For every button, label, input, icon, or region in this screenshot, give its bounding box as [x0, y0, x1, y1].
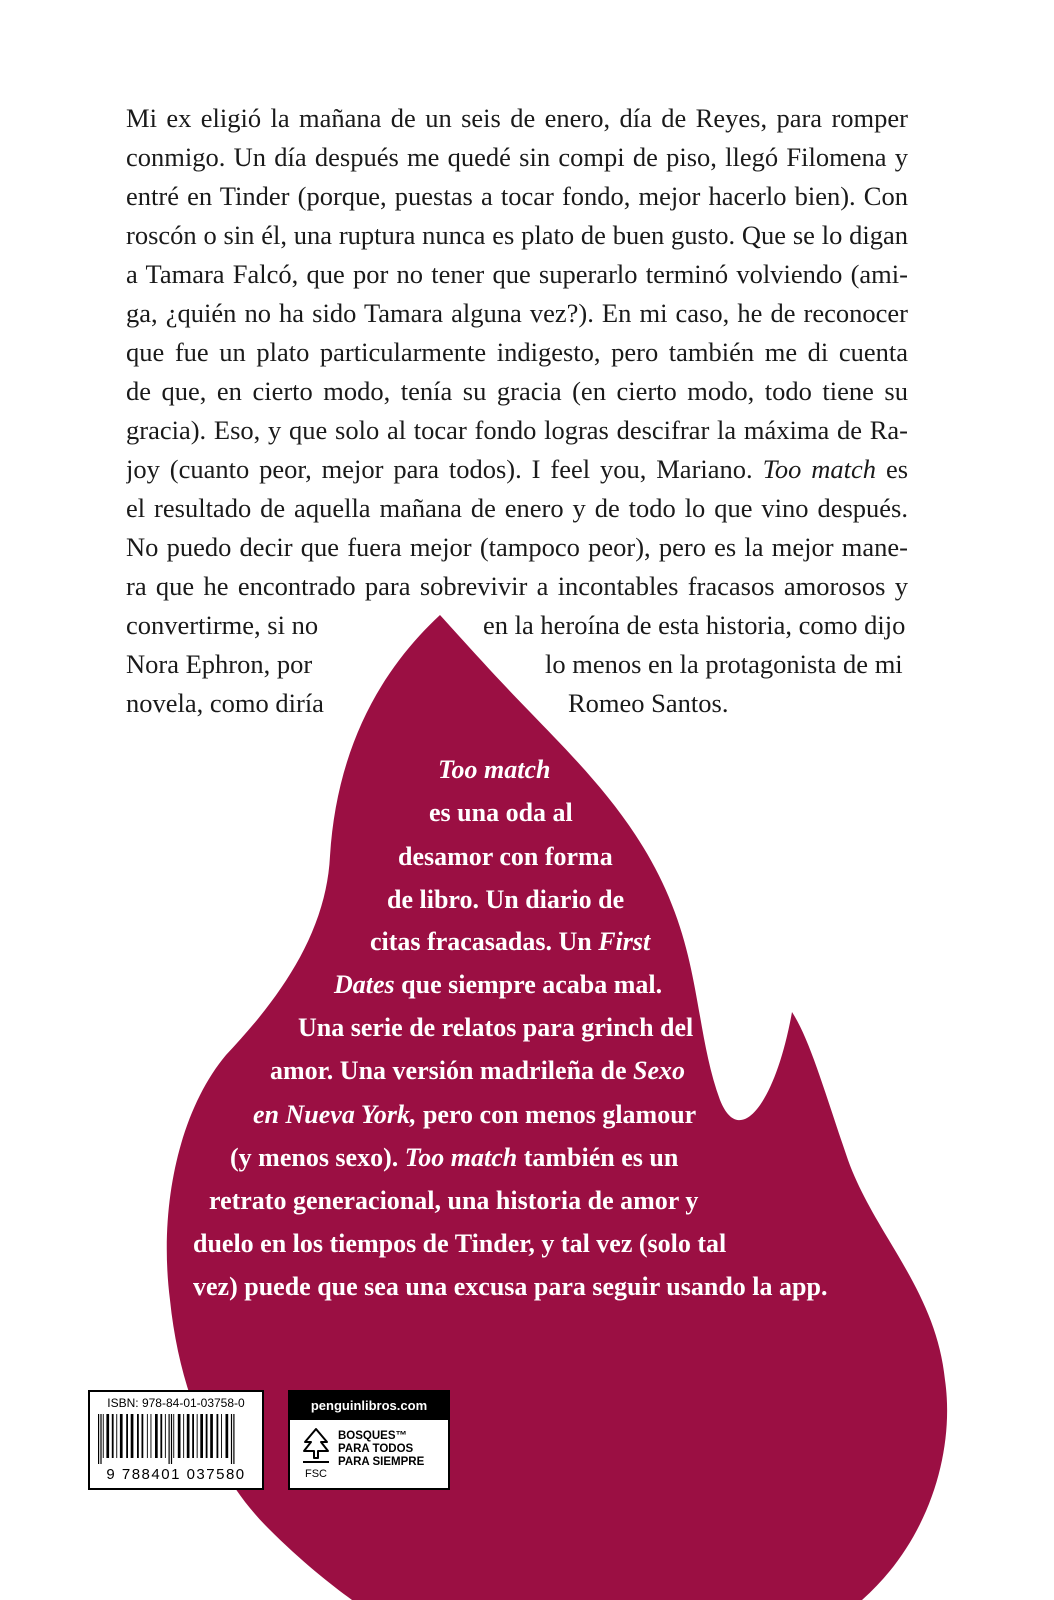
barcode-bar — [147, 1414, 148, 1458]
flame-text-line — [438, 751, 550, 789]
show-title-italic: en Nueva York, — [253, 1100, 417, 1129]
paragraph-line: No puedo decir que fuera mejor (tampoco peor), pero es la mejor mane- — [126, 532, 908, 562]
barcode-bar — [173, 1414, 174, 1458]
barcode-bar — [183, 1414, 184, 1458]
barcode-bar — [137, 1414, 139, 1458]
paragraph-line: Mi ex eligió la mañana de un seis de enero, día de Reyes, para romper — [126, 103, 908, 133]
barcode-bar — [217, 1414, 219, 1458]
paragraph-line: roscón o sin él, una ruptura nunca es plato de buen gusto. Que se lo digan — [126, 220, 908, 250]
book-title-italic: Too match — [438, 755, 551, 784]
barcode-bar — [100, 1414, 101, 1464]
paragraph-line: a Tamara Falcó, que por no tener que superarlo terminó volviendo (ami- — [126, 259, 908, 289]
barcode — [96, 1414, 256, 1464]
barcode-bar — [187, 1414, 190, 1458]
isbn-label: ISBN: 978-84-01-03758-0 — [107, 1396, 245, 1410]
flame-text: (y menos sexo). — [230, 1143, 399, 1172]
flame-text: citas fracasadas. Un — [370, 927, 592, 956]
flame-text-line — [370, 923, 650, 961]
flame-text-line: retrato generacional, una historia de amor y — [209, 1186, 699, 1215]
flame-text-line: es una oda al — [429, 798, 573, 827]
publisher-url: penguinlibros.com — [290, 1392, 448, 1420]
barcode-bar — [233, 1414, 234, 1464]
show-title-italic: First — [598, 927, 651, 956]
flame-text: que siempre acaba mal. — [401, 970, 663, 999]
flame-text: pero con menos glamour — [422, 1100, 697, 1129]
paragraph-line: ga, ¿quién no ha sido Tamara alguna vez?). En mi caso, he de reconocer — [126, 298, 908, 328]
paragraph-text: es — [885, 454, 908, 484]
paragraph-line: entré en Tinder (porque, puestas a tocar fondo, mejor hacerlo bien). Con — [126, 181, 908, 211]
barcode-bar — [206, 1414, 208, 1458]
show-title-italic: Dates — [334, 970, 395, 999]
barcode-bar — [151, 1414, 152, 1458]
barcode-bar — [120, 1414, 123, 1458]
fsc-tree-icon — [300, 1426, 332, 1466]
barcode-bar — [155, 1414, 158, 1458]
barcode-bar — [226, 1414, 229, 1458]
paragraph-text-left: convertirme, si no — [126, 610, 319, 640]
paragraph-line: gracia). Eso, y que solo al tocar fondo logras descifrar la máxima de Ra- — [126, 415, 908, 445]
paragraph-line — [126, 450, 908, 488]
flame-text-line — [334, 966, 662, 1004]
barcode-bar — [106, 1414, 109, 1458]
paragraph-line: conmigo. Un día después me quedé sin compi de piso, llegó Filomena y — [126, 142, 908, 172]
fsc-label: FSC — [305, 1468, 327, 1480]
barcode-bar — [142, 1414, 144, 1458]
barcode-bar — [116, 1414, 117, 1458]
paragraph-line — [126, 606, 908, 644]
flame-text-line: Una serie de relatos para grinch del — [298, 1013, 694, 1042]
flame-text-line: desamor con forma — [398, 842, 613, 871]
flame-text-line: duelo en los tiempos de Tinder, y tal vez (solo tal — [193, 1229, 727, 1258]
bosques-label: BOSQUES™ PARA TODOS PARA SIEMPRE — [338, 1430, 425, 1468]
barcode-bar — [131, 1414, 134, 1458]
flame-text-line: vez) puede que sea una excusa para seguir usando la app. — [193, 1272, 828, 1301]
barcode-bar — [169, 1414, 170, 1464]
paragraph-line: que fue un plato particularmente indigesto, pero también me di cuenta — [126, 337, 908, 367]
paragraph-line: el resultado de aquella mañana de enero y de todo lo que vino después. — [126, 493, 908, 523]
paragraph-text-right: en la heroína de esta historia, como dijo — [483, 610, 906, 640]
barcode-bar — [231, 1414, 232, 1464]
paragraph-text-left: novela, como diría — [126, 688, 324, 718]
barcode-box — [88, 1390, 264, 1490]
barcode-bar — [112, 1414, 114, 1458]
paragraph-text: joy (cuanto peor, mejor para todos). I feel you, Mariano. — [126, 454, 753, 484]
paragraph-line: de que, en cierto modo, tenía su gracia (en cierto modo, todo tiene su — [126, 376, 908, 406]
flame-text-line — [253, 1096, 696, 1134]
barcode-bar — [126, 1414, 128, 1458]
paragraph-text-right: lo menos en la protagonista de mi — [545, 649, 903, 679]
flame-text: también es un — [523, 1143, 679, 1172]
barcode-bar — [197, 1414, 198, 1458]
barcode-bar — [165, 1414, 166, 1458]
barcode-bar — [221, 1414, 222, 1458]
flame-text-line — [270, 1052, 685, 1090]
publisher-box — [288, 1390, 450, 1490]
book-title-italic: Too match — [404, 1143, 518, 1172]
isbn-digits: 9 788401 037580 — [106, 1466, 246, 1483]
paragraph-line: ra que he encontrado para sobrevivir a incontables fracasos amorosos y — [126, 571, 908, 601]
barcode-bar — [178, 1414, 181, 1458]
barcode-bar — [192, 1414, 194, 1458]
barcode-bar — [103, 1414, 104, 1458]
paragraph-line — [126, 645, 908, 683]
paragraph-text-left: Nora Ephron, por — [126, 649, 313, 679]
book-title-italic: Too match — [762, 454, 877, 484]
flame-text-line: de libro. Un diario de — [387, 885, 625, 914]
show-title-italic: Sexo — [633, 1056, 686, 1085]
barcode-bar — [160, 1414, 162, 1458]
barcode-bar — [98, 1414, 99, 1464]
barcode-bar — [210, 1414, 213, 1458]
barcode-bar — [171, 1414, 172, 1464]
barcode-bar — [200, 1414, 203, 1458]
paragraph-line — [126, 684, 908, 722]
flame-text-line — [230, 1139, 678, 1177]
paragraph-text-right: Romeo Santos. — [568, 688, 729, 718]
flame-text: amor. Una versión madrileña de — [270, 1056, 627, 1085]
